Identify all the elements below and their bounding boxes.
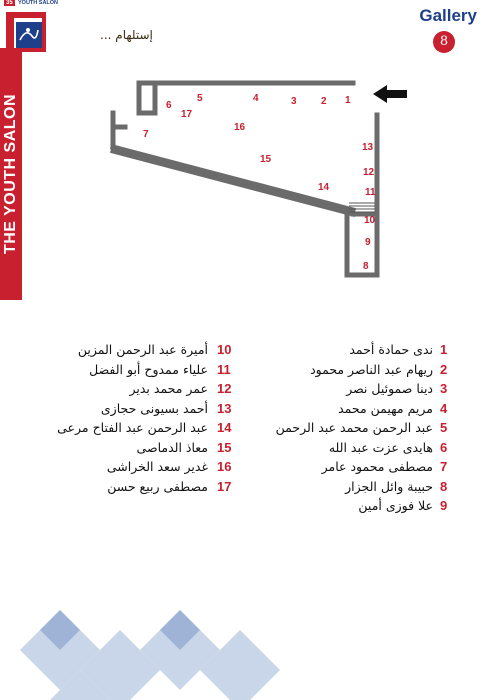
artist-number: 11 <box>217 361 231 377</box>
map-label-9: 9 <box>365 237 371 248</box>
artist-name: علا فوزى أمين <box>358 498 433 513</box>
logo-number: 35 <box>6 0 13 6</box>
artist-name: عبد الرحمن عبد الفتاح مرعى <box>57 420 208 435</box>
inspire-title: إستلهام ... <box>100 28 153 42</box>
artist-name: حبيبة وائل الجزار <box>345 478 433 494</box>
artist-name: هايدى عزت عبد الله <box>328 439 433 455</box>
artist-row <box>0 381 495 401</box>
artist-number: 6 <box>440 439 448 455</box>
artist-row <box>0 459 495 479</box>
artist-name: ندى حمادة أحمد <box>349 342 433 357</box>
logo-salon-text: YOUTH SALON <box>18 0 59 6</box>
artist-row <box>0 479 495 499</box>
map-label-12: 12 <box>363 167 375 178</box>
map-label-11: 11 <box>365 187 376 198</box>
gallery-title: Gallery <box>419 6 477 25</box>
map-label-5: 5 <box>197 93 203 104</box>
map-label-7: 7 <box>143 129 149 140</box>
map-label-10: 10 <box>364 215 376 226</box>
artist-number: 7 <box>440 459 448 474</box>
artist-name: غدير سعد الخراشى <box>106 459 208 474</box>
artist-number: 2 <box>440 361 448 377</box>
artist-name: معاذ الدماصى <box>136 439 208 455</box>
artist-name: علياء ممدوح أبو الفضل <box>89 361 208 377</box>
artist-number: 8 <box>440 478 448 494</box>
artist-name: دينا صموئيل نصر <box>346 381 433 396</box>
artist-number: 13 <box>217 400 232 416</box>
logo-caption <box>4 0 59 10</box>
artist-row <box>0 362 495 382</box>
floor-plan-labels <box>143 93 376 272</box>
artist-number: 1 <box>440 342 448 357</box>
artist-number: 9 <box>440 498 448 513</box>
artist-row <box>0 498 495 518</box>
artist-number: 12 <box>217 381 232 396</box>
artist-name: مريم مهيمن محمد <box>338 400 433 416</box>
artist-number: 16 <box>217 459 232 474</box>
artist-number: 17 <box>217 478 232 494</box>
artist-name: عمر محمد بدير <box>129 381 208 396</box>
artist-name: مصطفى ربيع حسن <box>107 478 208 494</box>
map-label-13: 13 <box>362 142 374 153</box>
artist-row <box>0 342 495 362</box>
map-label-2: 2 <box>321 96 327 107</box>
floor-plan-walls <box>113 83 377 275</box>
map-label-14: 14 <box>318 182 330 193</box>
artist-number: 10 <box>217 342 232 357</box>
artist-row <box>0 440 495 460</box>
map-label-17: 17 <box>181 109 193 120</box>
map-label-1: 1 <box>345 95 351 106</box>
gallery-floor-plan <box>95 75 415 295</box>
artist-number: 14 <box>217 420 232 435</box>
artist-number: 15 <box>217 439 232 455</box>
artist-name: مصطفى محمود عامر <box>321 459 433 474</box>
artist-number: 4 <box>440 400 448 416</box>
artist-name: ريهام عبد الناصر محمود <box>310 361 433 377</box>
artist-name: عبد الرحمن محمد عبد الرحمن <box>275 420 433 435</box>
sidebar-text: THE YOUTH SALON <box>2 93 19 255</box>
map-label-6: 6 <box>166 100 172 111</box>
map-label-3: 3 <box>291 96 297 107</box>
artist-row <box>0 401 495 421</box>
sidebar-banner <box>0 48 22 300</box>
artist-number: 5 <box>440 420 448 435</box>
map-label-8: 8 <box>363 261 369 272</box>
map-label-16: 16 <box>234 122 246 133</box>
map-label-15: 15 <box>260 154 272 165</box>
entrance-arrow-icon <box>373 85 407 103</box>
artist-name: أميرة عبد الرحمن المزين <box>77 342 208 357</box>
gallery-number-badge: 8 <box>433 31 455 53</box>
decorative-pattern <box>20 600 280 700</box>
map-label-4: 4 <box>253 93 259 104</box>
artist-row <box>0 420 495 440</box>
artist-name: أحمد بسيونى حجازى <box>100 400 208 416</box>
artist-number: 3 <box>440 381 448 396</box>
